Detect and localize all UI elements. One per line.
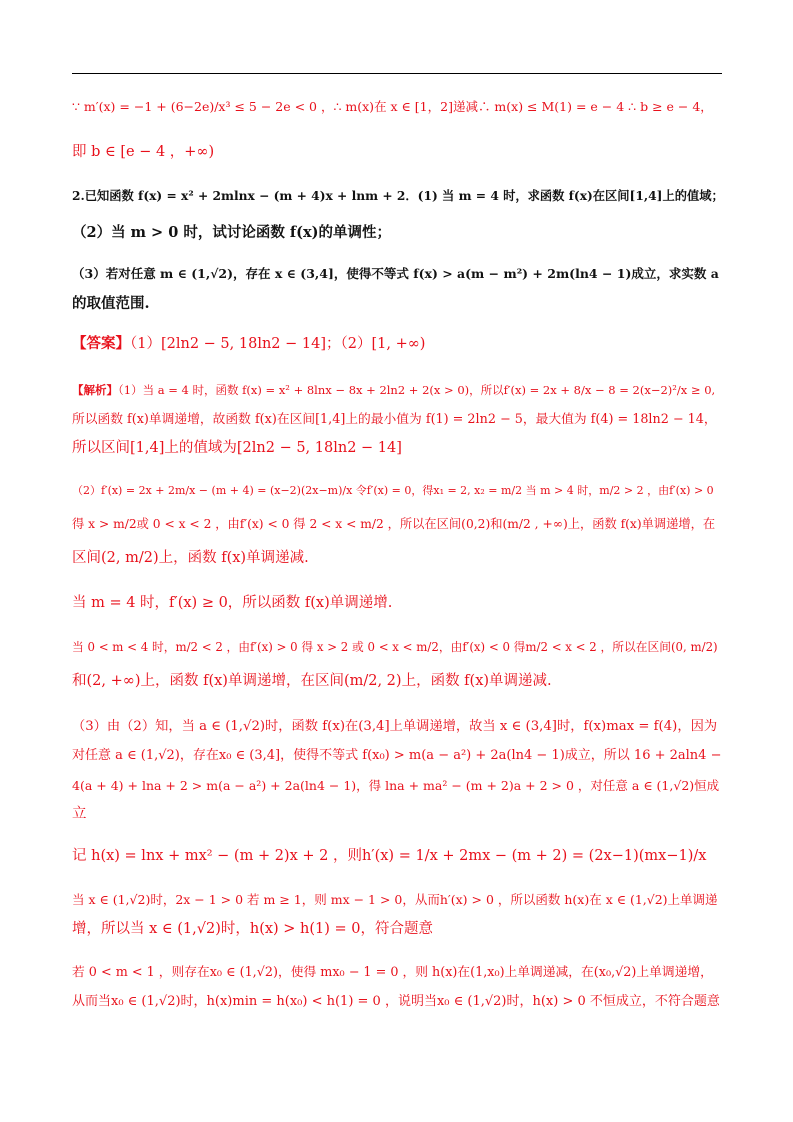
text-line: 即 b ∈ [e − 4 ，+∞) bbox=[72, 144, 215, 160]
text-line: 得 x > m/2或 0 < x < 2 ，由f′(x) < 0 得 2 < x < m/2 ，所以在区间(0,2)和(m/2 , +∞)上，函数 f(x)单调递增，在 bbox=[72, 517, 716, 531]
text-line: 对任意 a ∈ (1,√2)，存在x₀ ∈ (3,4]，使得不等式 f(x₀) > m(a − a²) + 2a(ln4 − 1)成立，所以 16 + 2aln4 − bbox=[72, 748, 722, 763]
text-line: 4(a + 4) + lna + 2 > m(a − a²) + 2a(ln4 − 1)，得 lna + ma² − (m + 2)a + 2 > 0 ，对任意 a ∈ (1,√2)恒成 bbox=[72, 778, 720, 793]
answer-label: 【答案】 bbox=[72, 335, 130, 352]
problem-part-2: （2）当 m > 0 时，试讨论函数 f(x)的单调性； bbox=[72, 224, 392, 241]
text-line: 当 m = 4 时，f′(x) ≥ 0，所以函数 f(x)单调递增. bbox=[72, 595, 393, 611]
solution-line: 【解析】（1）当 a = 4 时，函数 f(x) = x² + 8lnx − 8x + 2ln2 + 2(x > 0)，所以f′(x) = 2x + 8/x − 8 = 2(x−2)²/x ≥ 0, bbox=[72, 383, 716, 397]
problem-part-3: （3）若对任意 m ∈ (1,√2)，存在 x ∈ (3,4]，使得不等式 f(x) > a(m − m²) + 2m(ln4 − 1)成立，求实数 a bbox=[72, 266, 719, 281]
text-line: 若 0 < m < 1 ，则存在x₀ ∈ (1,√2)，使得 mx₀ − 1 = 0 ，则 h(x)在(1,x₀)上单调递减，在(x₀,√2)上单调递增， bbox=[72, 965, 713, 980]
text-line: 记 h(x) = lnx + mx² − (m + 2)x + 2 ，则h′(x) = 1/x + 2mx − (m + 2) = (2x−1)(mx−1)/x bbox=[72, 848, 707, 864]
text-line: （3）由（2）知，当 a ∈ (1,√2)时，函数 f(x)在(3,4]上单调递增，故当 x ∈ (3,4]时，f(x)max = f(4)，因为 bbox=[72, 719, 718, 734]
header-rule bbox=[72, 73, 722, 74]
text-line: （2）f′(x) = 2x + 2m/x − (m + 4) = (x−2)(2x−m)/x 令f′(x) = 0，得x₁ = 2, x₂ = m/2 当 m > 4 时，m/2 > 2 ，由f′(x) > 0 bbox=[72, 484, 714, 497]
text-line: 所以函数 f(x)单调递增，故函数 f(x)在区间[1,4]上的最小值为 f(1) = 2ln2 − 5，最大值为 f(4) = 18ln2 − 14， bbox=[72, 412, 717, 427]
text-line: 立 bbox=[72, 806, 87, 822]
text-line: 所以区间[1,4]上的值域为[2ln2 − 5, 18ln2 − 14] bbox=[72, 440, 402, 456]
text-line: 当 0 < m < 4 时，m/2 < 2 ，由f′(x) > 0 得 x > 2 或 0 < x < m/2，由f′(x) < 0 得m/2 < x < 2 ，所以在区间(0, m/2) bbox=[72, 640, 718, 654]
problem-statement: 2.已知函数 f(x) = x² + 2mlnx − (m + 4)x + lnm + 2．(1) 当 m = 4 时，求函数 f(x)在区间[1,4]上的值域； bbox=[72, 188, 724, 203]
text-line: 和(2, +∞)上，函数 f(x)单调递增，在区间(m/2, 2)上，函数 f(x)单调递减. bbox=[72, 673, 552, 689]
text-line: ∵ m′(x) = −1 + (6−2e)/x³ ≤ 5 − 2e < 0 ，∴ m(x)在 x ∈ [1，2]递减∴ m(x) ≤ M(1) = e − 4 ∴ b ≥ e − 4， bbox=[72, 99, 713, 114]
text-line: 从而当x₀ ∈ (1,√2)时，h(x)min = h(x₀) < h(1) = 0 ，说明当x₀ ∈ (1,√2)时，h(x) > 0 不恒成立，不符合题意 bbox=[72, 994, 720, 1009]
answer-line: 【答案】（1）[2ln2 − 5, 18ln2 − 14]；（2）[1, +∞) bbox=[72, 335, 426, 352]
text-line: 当 x ∈ (1,√2)时，2x − 1 > 0 若 m ≥ 1，则 mx − 1 > 0，从而h′(x) > 0 ，所以函数 h(x)在 x ∈ (1,√2)上单调递 bbox=[72, 892, 718, 907]
text-line: 增，所以当 x ∈ (1,√2)时，h(x) > h(1) = 0，符合题意 bbox=[72, 921, 434, 937]
text-line: 区间(2, m/2)上，函数 f(x)单调递减. bbox=[72, 550, 309, 566]
solution-label: 【解析】 bbox=[72, 383, 118, 397]
problem-part-3-cont: 的取值范围. bbox=[72, 295, 150, 312]
